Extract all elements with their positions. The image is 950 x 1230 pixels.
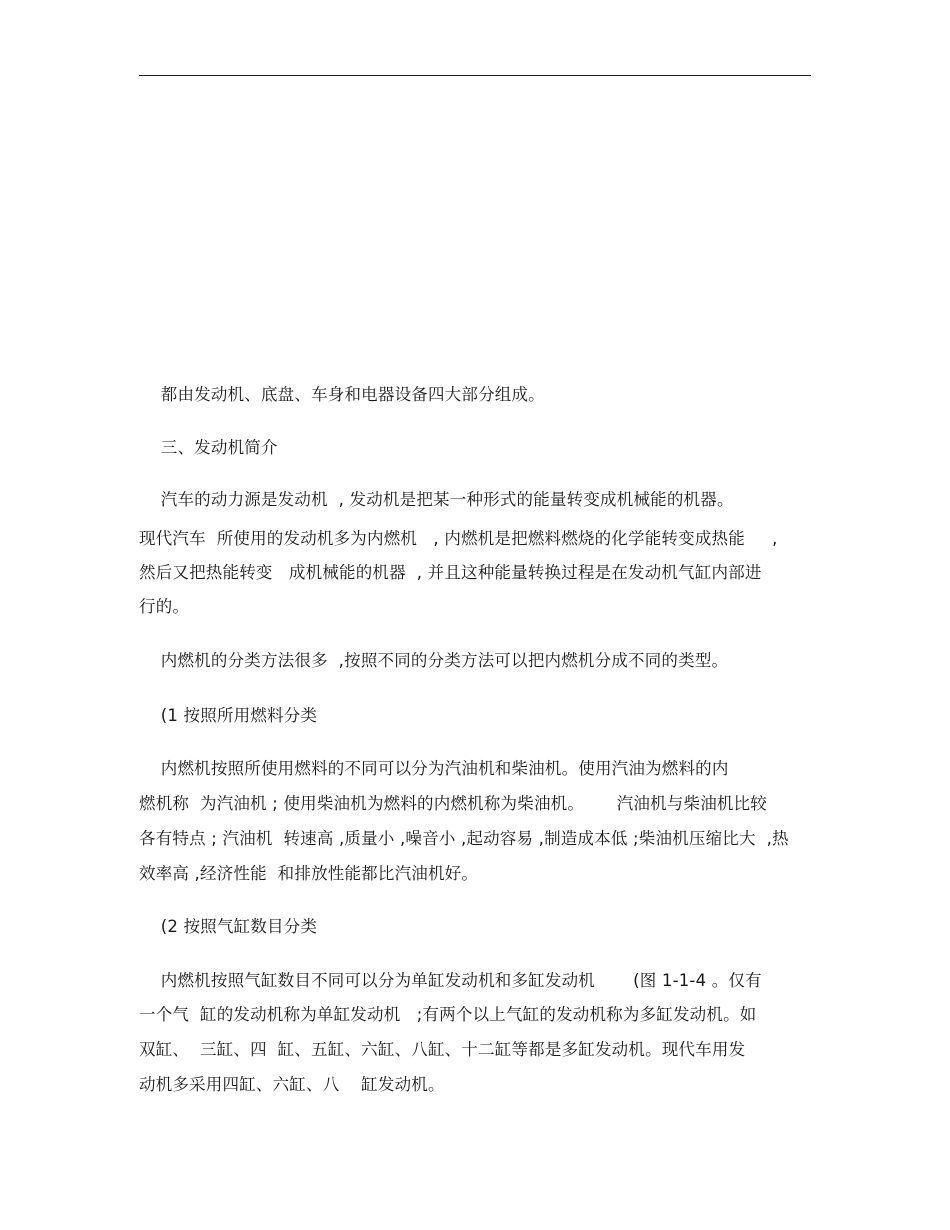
text-line: 行的。 <box>139 597 190 616</box>
text-line: 都由发动机、底盘、车身和电器设备四大部分组成。 <box>139 385 545 404</box>
header-rule <box>139 75 811 76</box>
text-line: 汽车的动力源是发动机 , 发动机是把某一种形式的能量转变成机械能的机器。 <box>139 490 734 509</box>
text-line: 动机多采用四缸、六缸、八 缸发动机。 <box>139 1075 445 1094</box>
text-line: 然后又把热能转变 成机械能的机器 , 并且这种能量转换过程是在发动机气缸内部进 <box>139 563 762 582</box>
text-line: 效率高 ,经济性能 和排放性能都比汽油机好。 <box>139 864 479 883</box>
subsection-heading: (2 按照气缸数目分类 <box>139 917 318 936</box>
text-line: 内燃机的分类方法很多 ,按照不同的分类方法可以把内燃机分成不同的类型。 <box>139 651 729 670</box>
subsection-heading: (1 按照所用燃料分类 <box>139 706 318 725</box>
section-heading: 三、发动机简介 <box>139 438 278 457</box>
text-line: 一个气 缸的发动机称为单缸发动机 ;有两个以上气缸的发动机称为多缸发动机。如 <box>139 1005 757 1024</box>
text-line: 燃机称 为汽油机 ; 使用柴油机为燃料的内燃机称为柴油机。 汽油机与柴油机比较 <box>139 794 768 813</box>
text-line: 内燃机按照所使用燃料的不同可以分为汽油机和柴油机。使用汽油为燃料的内 <box>139 759 729 778</box>
text-line: 各有特点 ; 汽油机 转速高 ,质量小 ,噪音小 ,起动容易 ,制造成本低 ;柴油机压缩比大 ,热 <box>139 829 789 848</box>
text-line: 双缸、 三缸、四 缸、五缸、六缸、八缸、十二缸等都是多缸发动机。现代车用发 <box>139 1040 746 1059</box>
text-line: 现代汽车 所使用的发动机多为内燃机 , 内燃机是把燃料燃烧的化学能转变成热能 , <box>139 529 778 548</box>
text-line: 内燃机按照气缸数目不同可以分为单缸发动机和多缸发动机 (图 1-1-4 。仅有 <box>139 971 762 990</box>
